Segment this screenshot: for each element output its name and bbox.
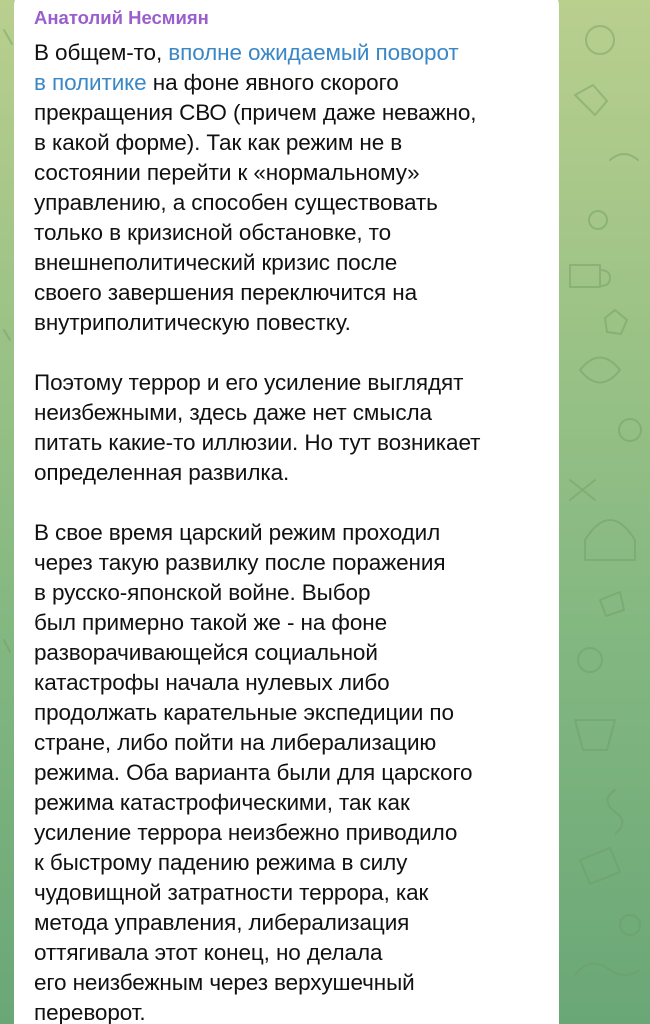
- paragraph-1: [34, 38, 539, 338]
- text-line: прекращения СВО (причем даже неважно,: [34, 100, 477, 125]
- text-fragment: на фоне явного скорого: [146, 70, 399, 95]
- text-line: внешнеполитический кризис после: [34, 250, 398, 275]
- message-sender[interactable]: Анатолий Несмиян: [34, 7, 209, 28]
- text-line: был примерно такой же - на фоне: [34, 610, 388, 635]
- text-line: в русско-японской войне. Выбор: [34, 580, 371, 605]
- text-line: внутриполитическую повестку.: [34, 310, 351, 335]
- text-line: состоянии перейти к «нормальному»: [34, 160, 420, 185]
- text-line: неизбежными, здесь даже нет смысла: [34, 400, 432, 425]
- text-line: стране, либо пойти на либерализацию: [34, 730, 437, 755]
- text-line: питать какие-то иллюзии. Но тут возникает: [34, 430, 481, 455]
- message-text: [34, 38, 539, 1024]
- text-line: переворот.: [34, 1000, 146, 1024]
- text-line: к быстрому падению режима в силу: [34, 850, 408, 875]
- text-line: управлению, а способен существовать: [34, 190, 438, 215]
- message-link[interactable]: вполне ожидаемый поворот: [168, 40, 459, 65]
- paragraph-2: [34, 368, 539, 488]
- message-bubble[interactable]: [14, 0, 559, 1024]
- text-line: катастрофы начала нулевых либо: [34, 670, 390, 695]
- text-line: В свое время царский режим проходил: [34, 520, 441, 545]
- text-line: режима. Оба варианта были для царского: [34, 760, 473, 785]
- text-line: только в кризисной обстановке, то: [34, 220, 392, 245]
- text-line: чудовищной затратности террора, как: [34, 880, 429, 905]
- text-line: метода управления, либерализация: [34, 910, 410, 935]
- text-line: [34, 68, 539, 98]
- paragraph-3: [34, 518, 539, 1024]
- message-link[interactable]: в политике: [34, 70, 147, 95]
- text-line: [34, 38, 539, 68]
- text-line: оттягивала этот конец, но делала: [34, 940, 383, 965]
- text-line: своего завершения переключится на: [34, 280, 418, 305]
- text-line: через такую развилку после поражения: [34, 550, 446, 575]
- text-line: разворачивающейся социальной: [34, 640, 378, 665]
- paragraph-gap: [34, 488, 539, 518]
- text-line: определенная развилка.: [34, 460, 290, 485]
- text-line: режима катастрофическими, так как: [34, 790, 410, 815]
- text-line: продолжать карательные экспедиции по: [34, 700, 454, 725]
- text-line: усиление террора неизбежно приводило: [34, 820, 458, 845]
- text-line: его неизбежным через верхушечный: [34, 970, 415, 995]
- paragraph-gap: [34, 338, 539, 368]
- text-line: в какой форме). Так как режим не в: [34, 130, 403, 155]
- text-line: Поэтому террор и его усиление выглядят: [34, 370, 464, 395]
- text-fragment: В общем-то,: [34, 40, 169, 65]
